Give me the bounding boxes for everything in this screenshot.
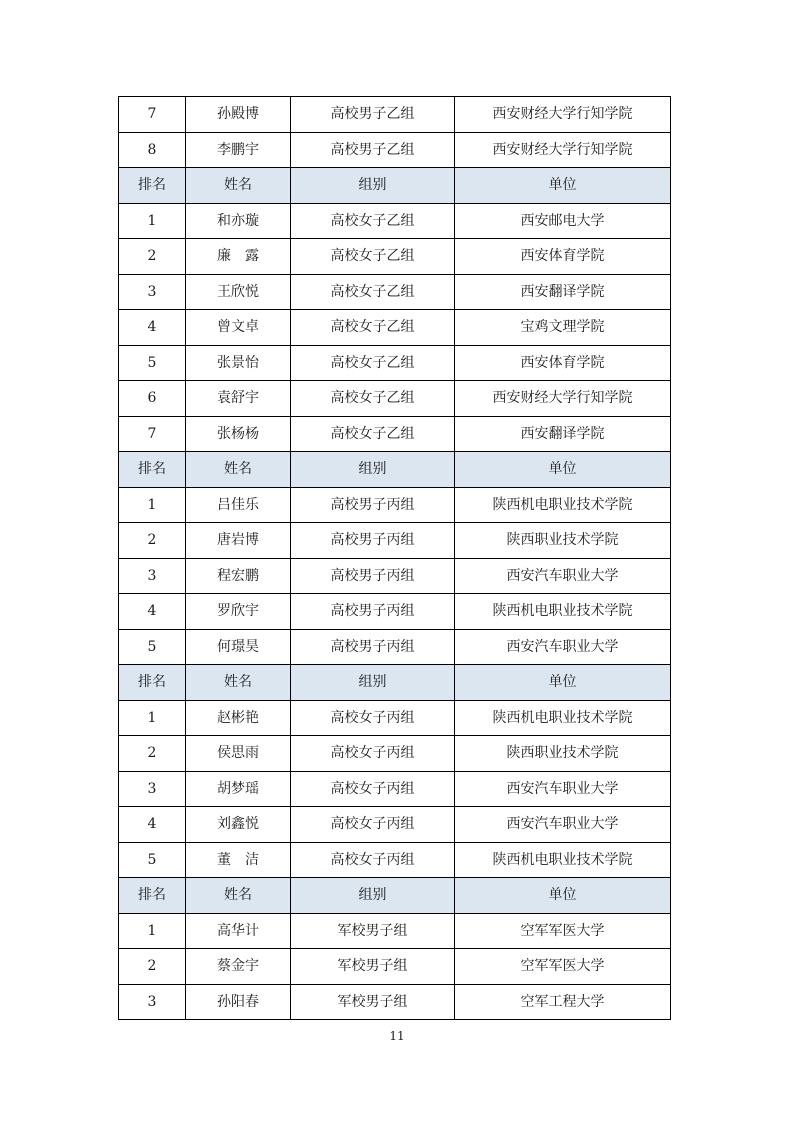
group-cell: 高校男子丙组 <box>291 523 455 559</box>
rank-cell: 8 <box>119 132 186 168</box>
name-cell: 袁舒宇 <box>186 381 291 417</box>
name-cell: 吕佳乐 <box>186 487 291 523</box>
group-cell: 高校男子丙组 <box>291 558 455 594</box>
table-header-row <box>119 168 671 204</box>
rank-cell: 1 <box>119 913 186 949</box>
rank-cell: 5 <box>119 345 186 381</box>
rank-cell: 4 <box>119 310 186 346</box>
header-cell-unit: 单位 <box>455 452 671 488</box>
unit-cell: 空军军医大学 <box>455 949 671 985</box>
header-cell-rank: 排名 <box>119 168 186 204</box>
unit-cell: 西安体育学院 <box>455 239 671 275</box>
rank-cell: 2 <box>119 523 186 559</box>
name-cell: 高华计 <box>186 913 291 949</box>
rank-cell: 5 <box>119 842 186 878</box>
name-cell: 和亦璇 <box>186 203 291 239</box>
name-cell: 罗欣宇 <box>186 594 291 630</box>
unit-cell: 陕西机电职业技术学院 <box>455 487 671 523</box>
rank-cell: 4 <box>119 807 186 843</box>
group-cell: 高校女子乙组 <box>291 203 455 239</box>
table-row <box>119 771 671 807</box>
rank-cell: 1 <box>119 203 186 239</box>
name-cell: 胡梦瑶 <box>186 771 291 807</box>
unit-cell: 西安财经大学行知学院 <box>455 132 671 168</box>
table-row <box>119 345 671 381</box>
group-cell: 军校男子组 <box>291 949 455 985</box>
group-cell: 高校男子乙组 <box>291 132 455 168</box>
table-row <box>119 984 671 1020</box>
group-cell: 高校女子丙组 <box>291 807 455 843</box>
rank-cell: 1 <box>119 487 186 523</box>
header-cell-unit: 单位 <box>455 168 671 204</box>
group-cell: 高校女子丙组 <box>291 842 455 878</box>
table-row <box>119 700 671 736</box>
header-cell-group: 组别 <box>291 452 455 488</box>
rank-cell: 3 <box>119 984 186 1020</box>
name-cell: 孙阳春 <box>186 984 291 1020</box>
rank-cell: 6 <box>119 381 186 417</box>
header-cell-group: 组别 <box>291 665 455 701</box>
table-header-row <box>119 665 671 701</box>
table-row <box>119 416 671 452</box>
unit-cell: 西安财经大学行知学院 <box>455 381 671 417</box>
group-cell: 高校女子乙组 <box>291 381 455 417</box>
group-cell: 高校女子乙组 <box>291 416 455 452</box>
name-cell: 何璟昊 <box>186 629 291 665</box>
header-cell-group: 组别 <box>291 168 455 204</box>
name-cell: 程宏鹏 <box>186 558 291 594</box>
header-cell-unit: 单位 <box>455 665 671 701</box>
unit-cell: 西安汽车职业大学 <box>455 771 671 807</box>
header-cell-rank: 排名 <box>119 665 186 701</box>
unit-cell: 西安翻译学院 <box>455 274 671 310</box>
group-cell: 高校女子乙组 <box>291 310 455 346</box>
group-cell: 高校男子丙组 <box>291 629 455 665</box>
header-cell-name: 姓名 <box>186 452 291 488</box>
header-cell-group: 组别 <box>291 878 455 914</box>
rank-cell: 2 <box>119 239 186 275</box>
table-row <box>119 274 671 310</box>
name-cell: 蔡金宇 <box>186 949 291 985</box>
table-row <box>119 97 671 133</box>
rank-cell: 3 <box>119 558 186 594</box>
group-cell: 高校女子乙组 <box>291 274 455 310</box>
group-cell: 高校女子乙组 <box>291 239 455 275</box>
table-row <box>119 487 671 523</box>
results-table-body <box>119 97 671 1020</box>
table-row <box>119 594 671 630</box>
rank-cell: 2 <box>119 736 186 772</box>
unit-cell: 空军军医大学 <box>455 913 671 949</box>
unit-cell: 陕西职业技术学院 <box>455 523 671 559</box>
table-row <box>119 842 671 878</box>
group-cell: 高校男子丙组 <box>291 487 455 523</box>
name-cell: 刘鑫悦 <box>186 807 291 843</box>
rank-cell: 1 <box>119 700 186 736</box>
table-header-row <box>119 452 671 488</box>
group-cell: 军校男子组 <box>291 913 455 949</box>
header-cell-name: 姓名 <box>186 168 291 204</box>
group-cell: 高校女子丙组 <box>291 700 455 736</box>
unit-cell: 宝鸡文理学院 <box>455 310 671 346</box>
page-number: 11 <box>389 1029 405 1043</box>
table-header-row <box>119 878 671 914</box>
group-cell: 高校女子丙组 <box>291 771 455 807</box>
group-cell: 军校男子组 <box>291 984 455 1020</box>
name-cell: 曾文卓 <box>186 310 291 346</box>
table-row <box>119 310 671 346</box>
header-cell-rank: 排名 <box>119 878 186 914</box>
rank-cell: 2 <box>119 949 186 985</box>
name-cell: 赵彬艳 <box>186 700 291 736</box>
name-cell: 董 洁 <box>186 842 291 878</box>
header-cell-unit: 单位 <box>455 878 671 914</box>
name-cell: 唐岩博 <box>186 523 291 559</box>
unit-cell: 西安体育学院 <box>455 345 671 381</box>
unit-cell: 陕西机电职业技术学院 <box>455 594 671 630</box>
unit-cell: 西安汽车职业大学 <box>455 629 671 665</box>
unit-cell: 西安汽车职业大学 <box>455 807 671 843</box>
group-cell: 高校男子丙组 <box>291 594 455 630</box>
group-cell: 高校男子乙组 <box>291 97 455 133</box>
table-row <box>119 381 671 417</box>
table-row <box>119 807 671 843</box>
unit-cell: 陕西职业技术学院 <box>455 736 671 772</box>
unit-cell: 陕西机电职业技术学院 <box>455 842 671 878</box>
table-row <box>119 629 671 665</box>
table-row <box>119 736 671 772</box>
name-cell: 廉 露 <box>186 239 291 275</box>
name-cell: 侯思雨 <box>186 736 291 772</box>
table-row <box>119 239 671 275</box>
name-cell: 王欣悦 <box>186 274 291 310</box>
table-row <box>119 203 671 239</box>
header-cell-rank: 排名 <box>119 452 186 488</box>
table-row <box>119 523 671 559</box>
table-row <box>119 949 671 985</box>
unit-cell: 陕西机电职业技术学院 <box>455 700 671 736</box>
header-cell-name: 姓名 <box>186 665 291 701</box>
name-cell: 李鹏宇 <box>186 132 291 168</box>
rank-cell: 3 <box>119 274 186 310</box>
rank-cell: 7 <box>119 416 186 452</box>
name-cell: 张杨杨 <box>186 416 291 452</box>
unit-cell: 西安财经大学行知学院 <box>455 97 671 133</box>
table-row <box>119 558 671 594</box>
group-cell: 高校女子乙组 <box>291 345 455 381</box>
unit-cell: 西安翻译学院 <box>455 416 671 452</box>
unit-cell: 西安邮电大学 <box>455 203 671 239</box>
table-row <box>119 132 671 168</box>
table-row <box>119 913 671 949</box>
header-cell-name: 姓名 <box>186 878 291 914</box>
unit-cell: 空军工程大学 <box>455 984 671 1020</box>
rank-cell: 5 <box>119 629 186 665</box>
rank-cell: 3 <box>119 771 186 807</box>
group-cell: 高校女子丙组 <box>291 736 455 772</box>
rank-cell: 7 <box>119 97 186 133</box>
unit-cell: 西安汽车职业大学 <box>455 558 671 594</box>
name-cell: 孙殿博 <box>186 97 291 133</box>
rank-cell: 4 <box>119 594 186 630</box>
name-cell: 张景怡 <box>186 345 291 381</box>
results-table <box>118 96 671 1020</box>
